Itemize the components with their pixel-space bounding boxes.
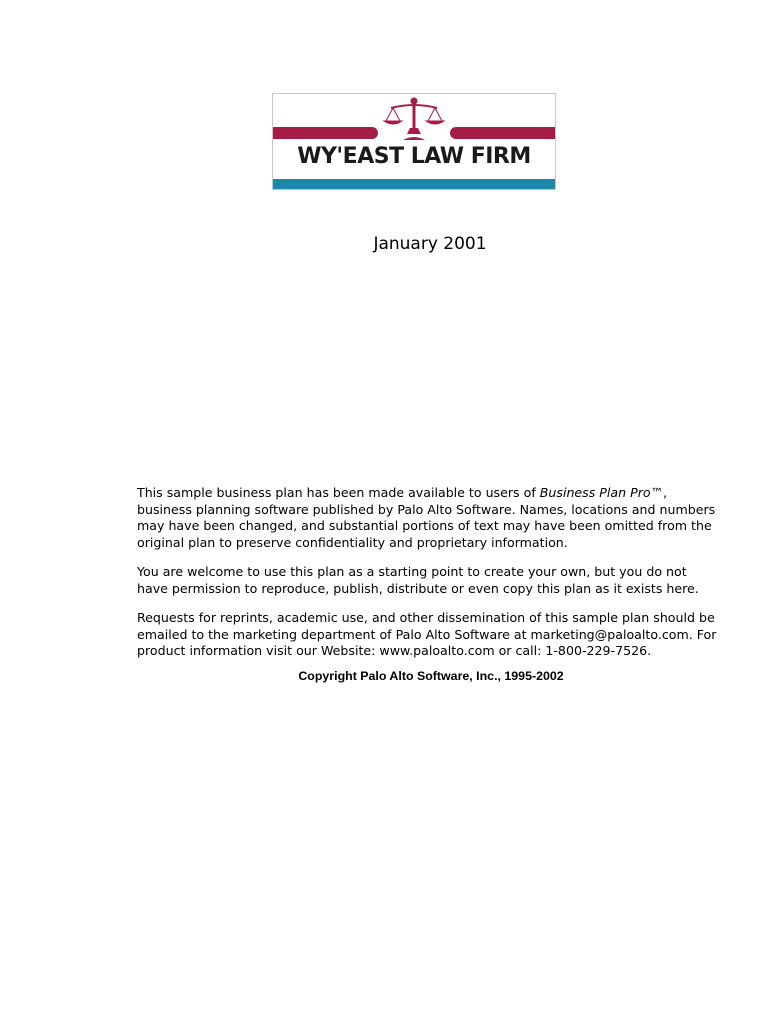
notice-paragraph-3: Requests for reprints, academic use, and other dissemination of this sample plan should be emailed to the marketing department of Palo Alto Software at marketing@paloalto.com. For product information visit our Website: www.paloalto.com or call: 1-800-229-7526. <box>137 610 717 658</box>
logo-bottom-bar <box>273 179 555 189</box>
scales-of-justice-icon <box>384 98 444 140</box>
sample-plan-notice <box>137 485 717 673</box>
notice-paragraph-1 <box>137 485 717 551</box>
firm-name: WY'EAST LAW FIRM <box>297 144 531 169</box>
document-date: January 2001 <box>373 234 487 254</box>
firm-logo <box>272 93 556 190</box>
notice-p1-text: This sample business plan has been made available to users of <box>137 485 540 500</box>
logo-graphic <box>273 94 555 189</box>
copyright-notice: Copyright Palo Alto Software, Inc., 1995-2002 <box>298 669 564 683</box>
notice-paragraph-2: You are welcome to use this plan as a starting point to create your own, but you do not have permission to reproduce, publish, distribute or even copy this plan as it exists here. <box>137 564 699 596</box>
product-name: Business Plan Pro™ <box>539 485 664 500</box>
notice-p1-text-cont: , business planning software published by Palo Alto Software. Names, locations and numbers may have been changed, and substantial portions of text may have been omitted from the original plan to preserve confidentiality and proprietary information. <box>137 485 716 550</box>
